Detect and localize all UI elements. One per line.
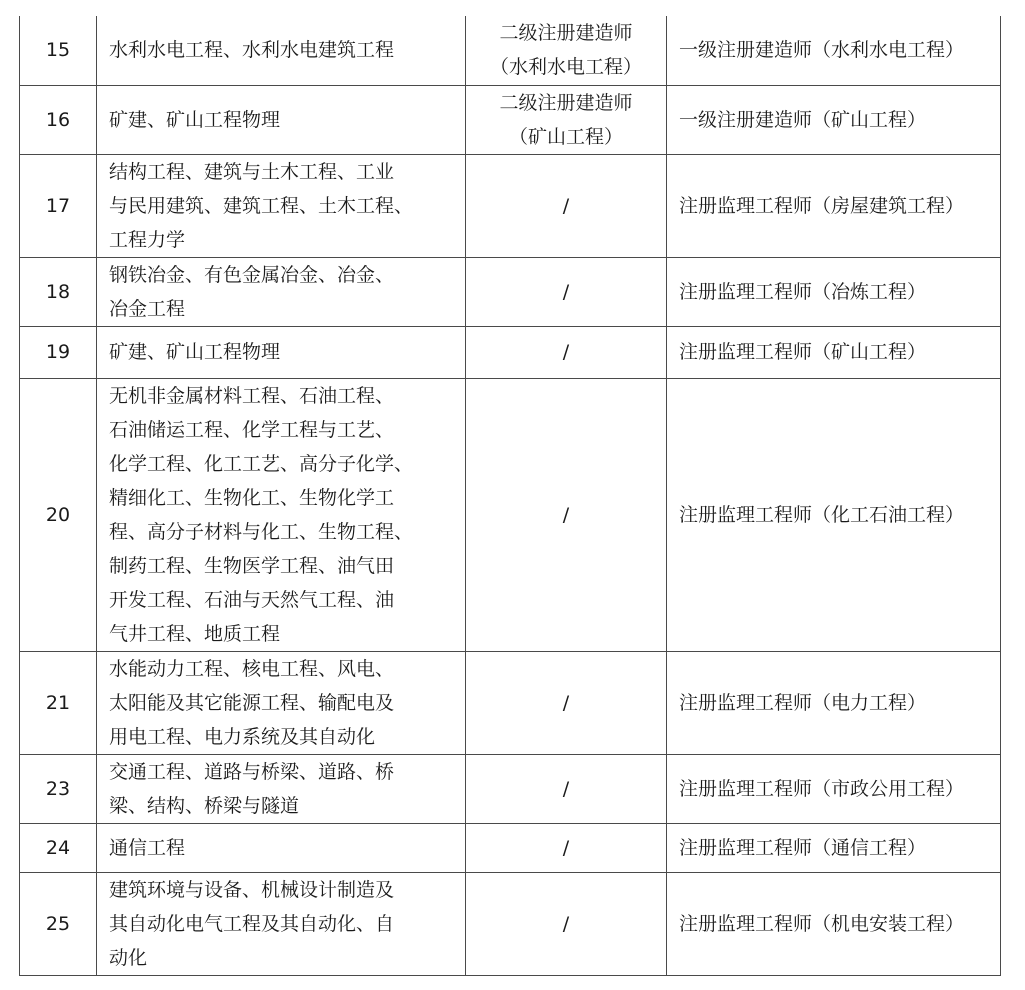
row-number-cell: 25 (20, 872, 97, 975)
level1-cert-cell: 一级注册建造师（矿山工程） (667, 85, 1001, 154)
level2-cert-line: （水利水电工程） (489, 56, 642, 79)
level2-cert-line: / (562, 503, 570, 526)
major-line: 交通工程、道路与桥梁、道路、桥 (109, 760, 395, 783)
row-number-cell: 16 (20, 85, 97, 154)
major-line: 冶金工程 (109, 297, 186, 320)
level2-cert-line: （矿山工程） (508, 125, 623, 148)
level2-cert-line: 二级注册建造师 (499, 22, 633, 45)
table-row (20, 823, 1001, 872)
level2-cert-line: / (562, 912, 570, 935)
major-line: 工程力学 (109, 228, 186, 251)
level2-cert-line: / (562, 691, 570, 714)
level2-cert-cell (466, 823, 667, 872)
level2-cert-line: / (562, 341, 570, 363)
level1-cert-cell: 注册监理工程师（通信工程） (667, 823, 1001, 872)
major-cell (97, 872, 466, 975)
table-row (20, 378, 1001, 651)
table-row (20, 154, 1001, 257)
level2-cert-cell (466, 754, 667, 823)
major-cell (97, 378, 466, 651)
level2-cert-line: / (562, 280, 570, 303)
major-line: 化学工程、化工工艺、高分子化学、 (109, 452, 414, 475)
table-row (20, 651, 1001, 754)
major-line: 结构工程、建筑与土木工程、工业 (109, 160, 395, 183)
table-row (20, 754, 1001, 823)
major-line: 矿建、矿山工程物理 (109, 341, 281, 363)
major-line: 太阳能及其它能源工程、输配电及 (109, 691, 395, 714)
table-row (20, 326, 1001, 378)
major-line: 水能动力工程、核电工程、风电、 (109, 657, 395, 680)
table-row (20, 257, 1001, 326)
table-row (20, 872, 1001, 975)
row-number-cell: 20 (20, 378, 97, 651)
level1-cert-cell: 注册监理工程师（市政公用工程） (667, 754, 1001, 823)
level1-cert-cell: 注册监理工程师（冶炼工程） (667, 257, 1001, 326)
table-row (20, 16, 1001, 85)
major-line: 矿建、矿山工程物理 (109, 108, 281, 131)
major-line: 钢铁冶金、有色金属冶金、冶金、 (109, 263, 395, 286)
major-cell (97, 85, 466, 154)
level1-cert-cell: 一级注册建造师（水利水电工程） (667, 16, 1001, 85)
level2-cert-cell (466, 872, 667, 975)
major-cell (97, 154, 466, 257)
row-number-cell: 24 (20, 823, 97, 872)
level2-cert-line: / (562, 777, 570, 800)
major-cell (97, 823, 466, 872)
major-cell (97, 754, 466, 823)
major-line: 动化 (109, 946, 148, 969)
level1-cert-cell: 注册监理工程师（矿山工程） (667, 326, 1001, 378)
table-body (20, 16, 1001, 975)
level2-cert-cell (466, 378, 667, 651)
level1-cert-cell: 注册监理工程师（房屋建筑工程） (667, 154, 1001, 257)
certificate-table (19, 16, 1001, 976)
major-line: 其自动化电气工程及其自动化、自 (109, 912, 395, 935)
major-line: 气井工程、地质工程 (109, 622, 281, 645)
level2-cert-line: / (562, 836, 570, 859)
row-number-cell: 15 (20, 16, 97, 85)
major-cell (97, 651, 466, 754)
major-line: 无机非金属材料工程、石油工程、 (109, 384, 395, 407)
level1-cert-cell: 注册监理工程师（机电安装工程） (667, 872, 1001, 975)
level2-cert-cell (466, 85, 667, 154)
major-cell (97, 326, 466, 378)
row-number-cell: 18 (20, 257, 97, 326)
level2-cert-line: 二级注册建造师 (499, 91, 633, 114)
major-line: 与民用建筑、建筑工程、土木工程、 (109, 194, 414, 217)
major-line: 梁、结构、桥梁与隧道 (109, 794, 300, 817)
level2-cert-cell (466, 16, 667, 85)
row-number-cell: 17 (20, 154, 97, 257)
major-cell (97, 257, 466, 326)
level2-cert-cell (466, 257, 667, 326)
table-row (20, 85, 1001, 154)
row-number-cell: 21 (20, 651, 97, 754)
row-number-cell: 19 (20, 326, 97, 378)
major-line: 精细化工、生物化工、生物化学工 (109, 486, 395, 509)
major-line: 通信工程 (109, 836, 186, 859)
major-line: 程、高分子材料与化工、生物工程、 (109, 520, 414, 543)
level2-cert-cell (466, 326, 667, 378)
major-line: 制药工程、生物医学工程、油气田 (109, 554, 395, 577)
major-line: 开发工程、石油与天然气工程、油 (109, 588, 395, 611)
major-cell (97, 16, 466, 85)
level2-cert-line: / (562, 194, 570, 217)
major-line: 建筑环境与设备、机械设计制造及 (109, 878, 395, 901)
level1-cert-cell: 注册监理工程师（化工石油工程） (667, 378, 1001, 651)
level2-cert-cell (466, 154, 667, 257)
major-line: 水利水电工程、水利水电建筑工程 (109, 39, 395, 62)
major-line: 石油储运工程、化学工程与工艺、 (109, 418, 395, 441)
level2-cert-cell (466, 651, 667, 754)
level1-cert-cell: 注册监理工程师（电力工程） (667, 651, 1001, 754)
major-line: 用电工程、电力系统及其自动化 (109, 725, 376, 748)
row-number-cell: 23 (20, 754, 97, 823)
